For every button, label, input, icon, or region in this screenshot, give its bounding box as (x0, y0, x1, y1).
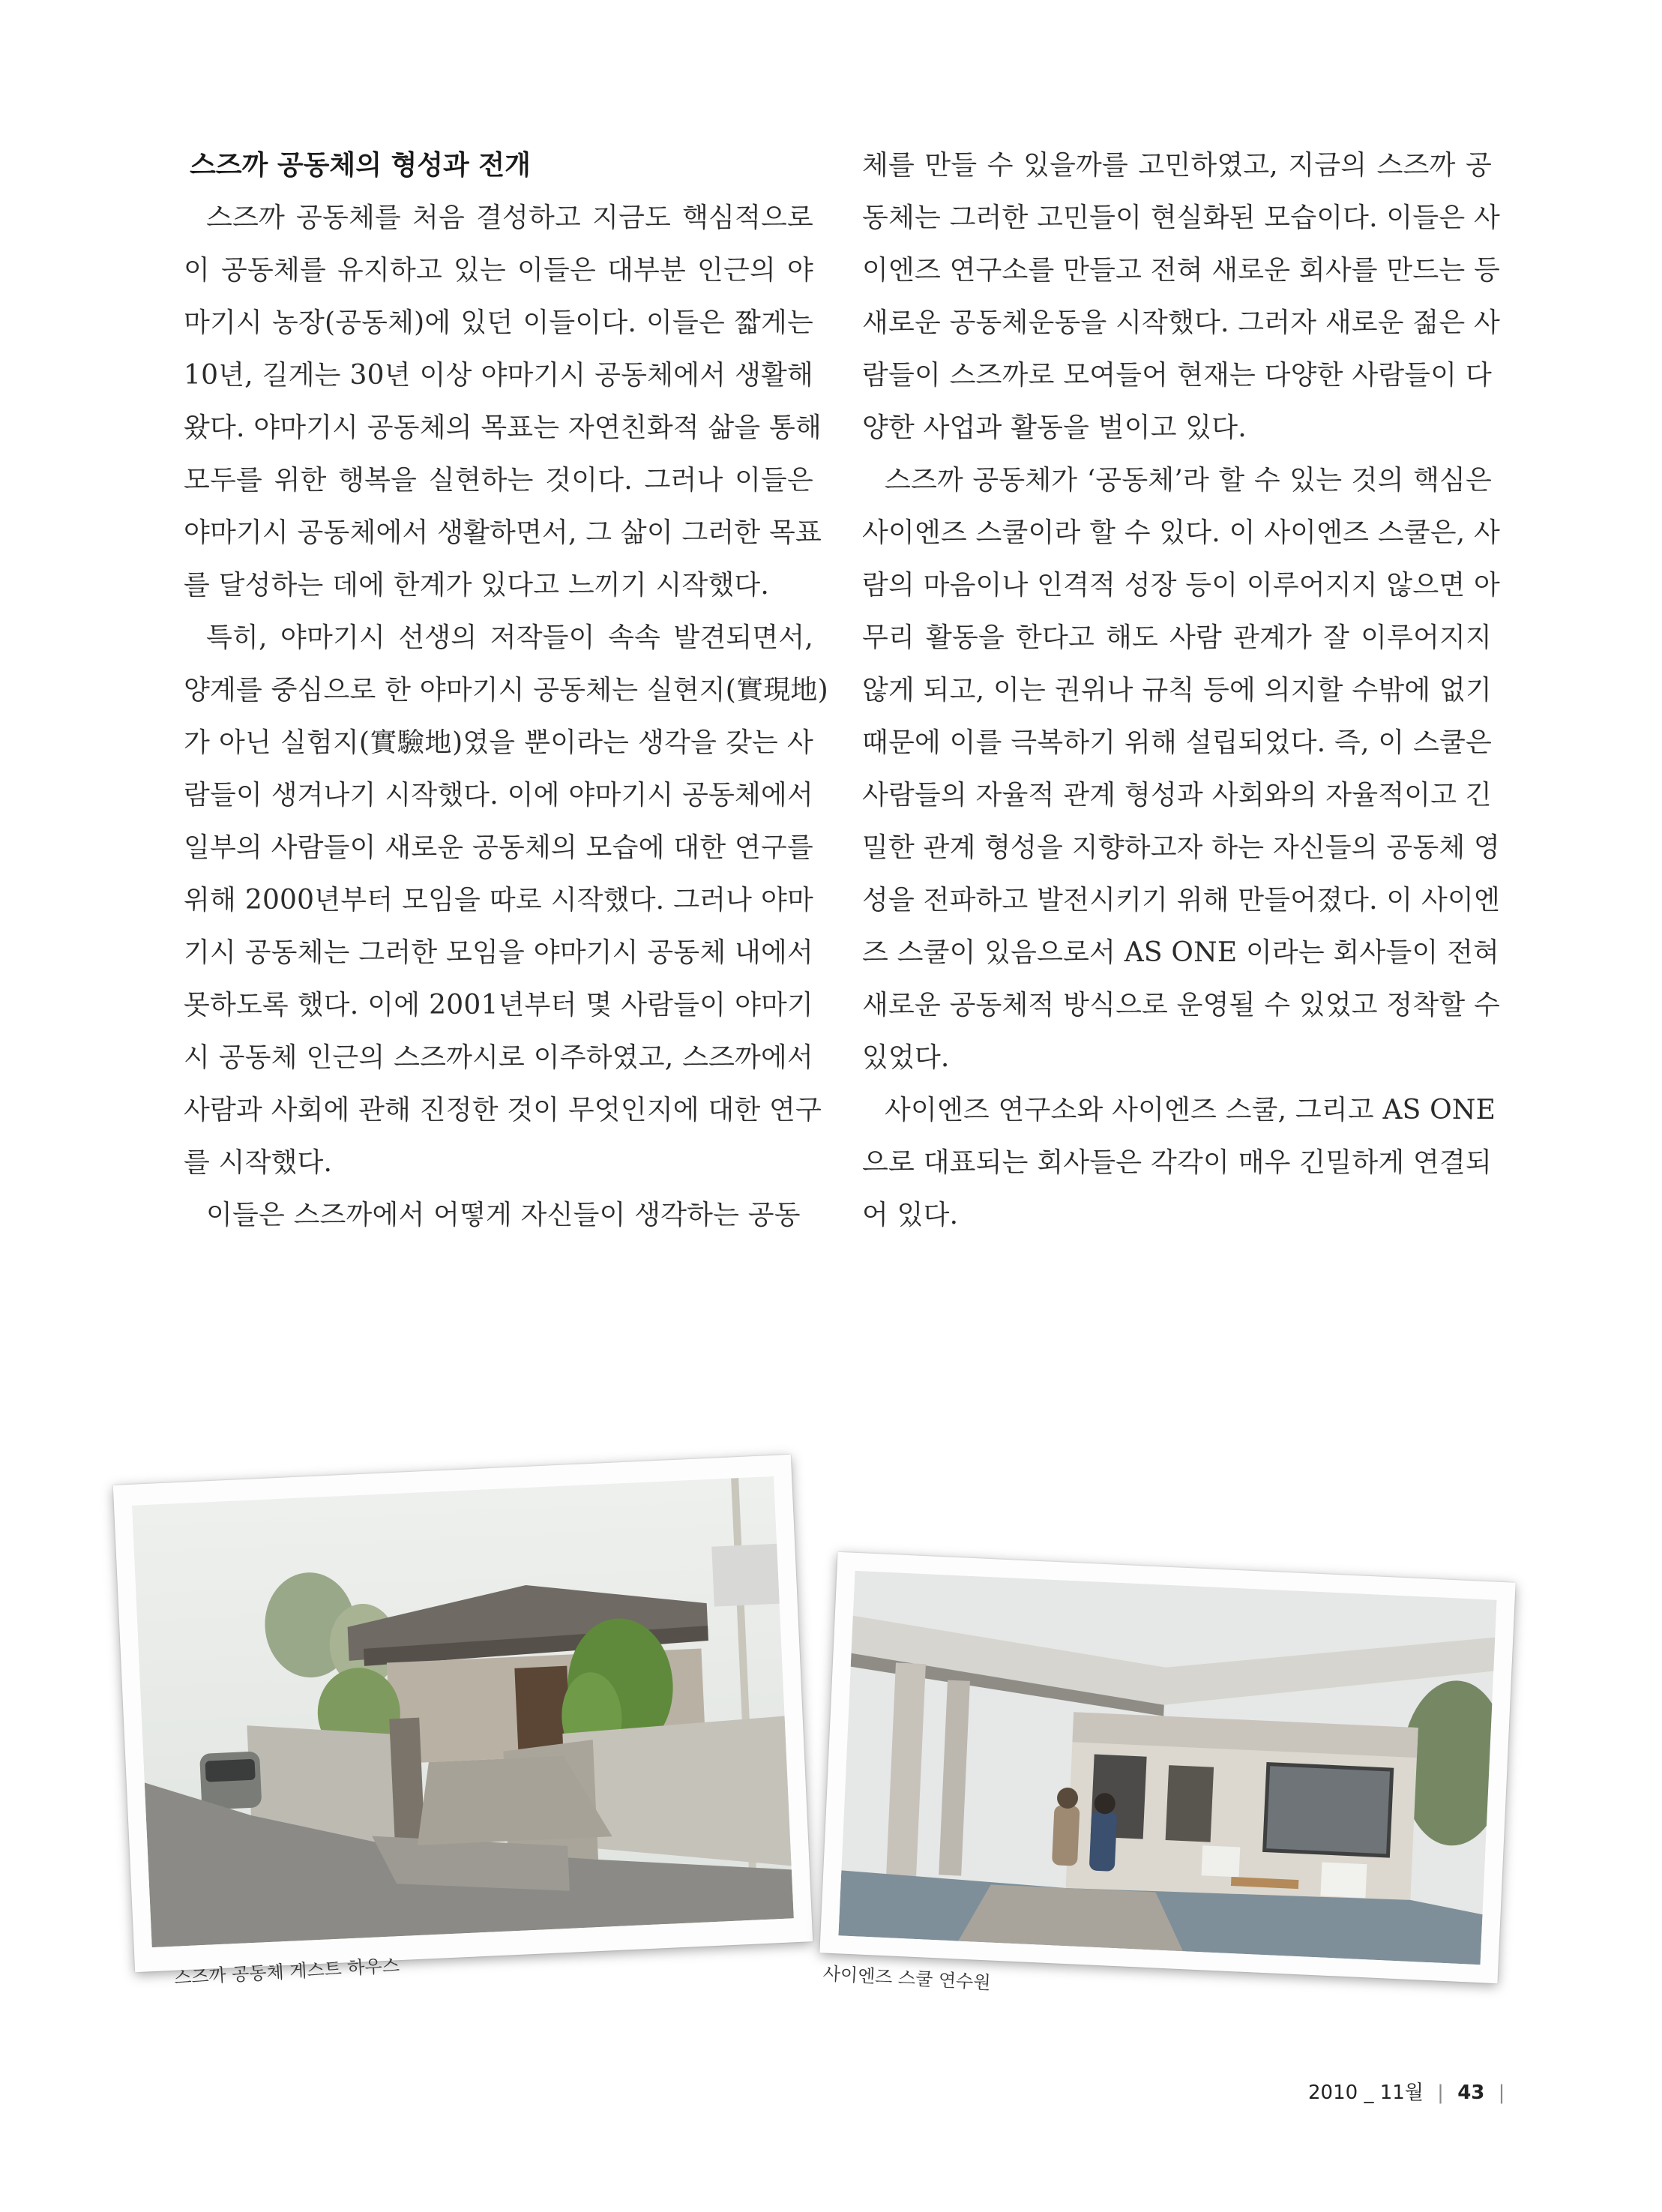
body-text-line: 체를 만들 수 있을까를 고민하였고, 지금의 스즈까 공 (862, 150, 1492, 181)
body-text-line: 새로운 공동체적 방식으로 운영될 수 있었고 정착할 수 (862, 990, 1500, 1021)
body-text-line: 이 공동체를 유지하고 있는 이들은 대부분 인근의 야 (184, 255, 813, 286)
body-text-line: 기시 공동체는 그러한 모임을 야마기시 공동체 내에서 (184, 937, 813, 968)
body-text-line: 못하도록 했다. 이에 2001년부터 몇 사람들이 야마기 (184, 990, 813, 1021)
body-text-line: 이엔즈 연구소를 만들고 전혀 새로운 회사를 만드는 등 (862, 255, 1500, 286)
body-text-line: 스즈까 공동체가 ‘공동체’라 할 수 있는 것의 핵심은 (885, 465, 1492, 496)
body-text-line: 람들이 스즈까로 모여들어 현재는 다양한 사람들이 다 (862, 360, 1492, 391)
caption-training-center: 사이엔즈 스쿨 연수원 (822, 1963, 992, 1994)
guest-house-image (132, 1476, 794, 1947)
caption-guest-house: 스즈까 공동체 게스트 하우스 (173, 1955, 400, 1989)
body-text-line: 사이엔즈 스쿨이라 할 수 있다. 이 사이엔즈 스쿨은, 사 (862, 517, 1500, 548)
body-text-line: 사람들의 자율적 관계 형성과 사회와의 자율적이고 긴 (862, 780, 1492, 811)
body-text-line: 람들이 생겨나기 시작했다. 이에 야마기시 공동체에서 (184, 780, 813, 811)
body-text-line: 무리 활동을 한다고 해도 사람 관계가 잘 이루어지지 (862, 622, 1492, 653)
page-folio (1308, 2077, 1512, 2105)
body-text-line: 를 시작했다. (184, 1147, 333, 1178)
body-text-line: 새로운 공동체운동을 시작했다. 그러자 새로운 젊은 사 (862, 307, 1500, 338)
body-text-line: 스즈까 공동체를 처음 결성하고 지금도 핵심적으로 (206, 202, 813, 233)
folio-separator: _ (1364, 2082, 1374, 2104)
folio-divider-end: | (1498, 2082, 1505, 2104)
left-column (184, 139, 828, 1242)
right-body (862, 139, 1500, 1242)
body-text-line: 성을 전파하고 발전시키기 위해 만들어졌다. 이 사이엔 (862, 885, 1500, 916)
body-text-line: 이들은 스즈까에서 어떻게 자신들이 생각하는 공동 (206, 1200, 801, 1230)
body-text-line: 10년, 길게는 30년 이상 야마기시 공동체에서 생활해 (184, 360, 813, 391)
body-text-line: 즈 스쿨이 있음으로서 AS ONE 이라는 회사들이 전혀 (862, 937, 1500, 968)
folio-month: 11월 (1379, 2082, 1424, 2104)
left-body (184, 192, 828, 1242)
body-text-line: 으로 대표되는 회사들은 각각이 매우 긴밀하게 연결되 (862, 1147, 1492, 1178)
body-text-line: 야마기시 공동체에서 생활하면서, 그 삶이 그러한 목표 (184, 517, 822, 548)
body-text-line: 모두를 위한 행복을 실현하는 것이다. 그러나 이들은 (184, 465, 813, 496)
section-heading: 스즈까 공동체의 형성과 전개 (190, 150, 531, 181)
body-text-line: 람의 마음이나 인격적 성장 등이 이루어지지 않으면 아 (862, 570, 1500, 601)
body-text-line: 않게 되고, 이는 권위나 규칙 등에 의지할 수밖에 없기 (862, 675, 1492, 706)
body-text-line: 특히, 야마기시 선생의 저작들이 속속 발견되면서, (206, 622, 813, 653)
body-text-line: 시 공동체 인근의 스즈까시로 이주하였고, 스즈까에서 (184, 1042, 813, 1073)
body-text-line: 있었다. (862, 1042, 950, 1073)
body-text-line: 사람과 사회에 관해 진정한 것이 무엇인지에 대한 연구 (184, 1095, 822, 1125)
body-text-line: 양계를 중심으로 한 야마기시 공동체는 실현지(實現地) (184, 675, 828, 706)
body-text-line: 일부의 사람들이 새로운 공동체의 모습에 대한 연구를 (184, 832, 813, 863)
body-text-line: 가 아닌 실험지(實驗地)였을 뿐이라는 생각을 갖는 사 (184, 727, 813, 758)
photo-training-center (819, 1552, 1515, 1984)
folio-page-number: 43 (1457, 2082, 1485, 2104)
folio-divider: | (1437, 2082, 1444, 2104)
body-text-line: 때문에 이를 극복하기 위해 설립되었다. 즉, 이 스쿨은 (862, 727, 1492, 758)
body-text-line: 왔다. 야마기시 공동체의 목표는 자연친화적 삶을 통해 (184, 412, 822, 443)
body-text-line: 밀한 관계 형성을 지향하고자 하는 자신들의 공동체 영 (862, 832, 1500, 863)
body-text-line: 동체는 그러한 고민들이 현실화된 모습이다. 이들은 사 (862, 202, 1500, 233)
body-text-line: 마기시 농장(공동체)에 있던 이들이다. 이들은 짧게는 (184, 307, 813, 338)
body-text-line: 위해 2000년부터 모임을 따로 시작했다. 그러나 야마 (184, 885, 813, 916)
body-text-line: 어 있다. (862, 1200, 959, 1230)
body-text-line: 양한 사업과 활동을 벌이고 있다. (862, 412, 1247, 443)
body-text-line: 를 달성하는 데에 한계가 있다고 느끼기 시작했다. (184, 570, 770, 601)
right-column (862, 139, 1500, 1242)
body-text-line: 사이엔즈 연구소와 사이엔즈 스쿨, 그리고 AS ONE (885, 1095, 1496, 1125)
folio-year: 2010 (1308, 2082, 1358, 2104)
photo-guest-house (113, 1455, 813, 1972)
training-center-image (838, 1571, 1496, 1965)
